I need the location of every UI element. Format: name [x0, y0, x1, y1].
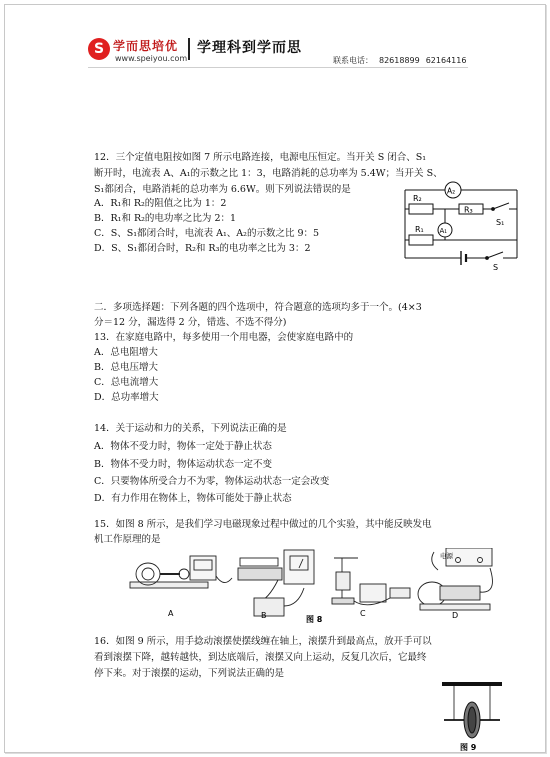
q12-option-b: B．R₁和 R₂的电功率之比为 2：1 [94, 213, 237, 224]
maxwell-pendulum-figure-9 [440, 676, 520, 752]
label-s: S [493, 263, 499, 272]
label-r3: R₃ [464, 205, 473, 215]
phone-1: 82618899 [379, 56, 420, 65]
q14-option-d: D．有力作用在物体上，物体可能处于静止状态 [94, 493, 292, 504]
contact-info [333, 55, 472, 66]
figure-9-caption: 图 9 [460, 743, 477, 752]
brand-url: www.speiyou.com [115, 54, 188, 63]
q12-line-3: S₁都闭合，电路消耗的总功率为 6.6W。则下列说法错误的是 [94, 184, 351, 195]
header-divider [188, 38, 190, 60]
q12-option-c: C．S、S₁都闭合时，电流表 A₁、A₂的示数之比 9：5 [94, 228, 320, 239]
label-s1: S₁ [496, 218, 505, 227]
experiment-a [130, 556, 232, 588]
q14-stem: 14．关于运动和力的关系，下列说法正确的是 [94, 423, 287, 434]
q14-option-b: B．物体不受力时，物体运动状态一定不变 [94, 459, 272, 470]
q13-option-a: A．总电阻增大 [94, 347, 158, 358]
section2-line-2: 分＝12 分，漏选得 2 分，错选、不选不得分) [94, 317, 287, 328]
q15-line-2: 机工作原理的是 [94, 534, 161, 545]
circuit-diagram-fig7 [395, 178, 527, 272]
brand-logo: S [88, 38, 110, 60]
figure-8-caption: 图 8 [306, 615, 323, 624]
q15-line-1: 15．如图 8 所示，是我们学习电磁现象过程中做过的几个实验，其中能反映发电 [94, 519, 432, 530]
label-b: B [261, 611, 267, 620]
experiment-d [418, 548, 492, 610]
q16-line-3: 停下来。对于滚摆的运动，下列说法正确的是 [94, 668, 285, 679]
q14-option-c: C．只要物体所受合力不为零，物体运动状态一定会改变 [94, 476, 330, 487]
label-d: D [452, 611, 459, 620]
q12-option-a: A．R₁和 R₂的阻值之比为 1：2 [94, 198, 227, 209]
label-r2: R₂ [413, 194, 422, 203]
q12-line-2: 断开时，电流表 A、A₁的示数之比 1：3，电路消耗的总功率为 5.4W；当开关 S、 [94, 168, 443, 179]
experiments-figure-8 [128, 548, 498, 624]
page-header [0, 0, 550, 80]
label-a2: A₂ [447, 186, 456, 196]
contact-label: 联系电话： [333, 56, 373, 65]
label-a1: A₁ [439, 227, 448, 235]
q16-line-1: 16．如图 9 所示，用手捻动滚摆使摆线缠在轴上，滚摆升到最高点，放开手可以 [94, 636, 432, 647]
label-c: C [360, 609, 366, 618]
q16-line-2: 看到滚摆下降，越转越快，到达底端后，滚摆又向上运动，反复几次后，它最终 [94, 652, 427, 663]
q12-option-d: D．S、S₁都闭合时，R₂和 R₃的电功率之比为 3：2 [94, 243, 311, 254]
q14-option-a: A．物体不受力时，物体一定处于静止状态 [94, 441, 272, 452]
label-r1: R₁ [415, 225, 424, 234]
q13-option-b: B．总电压增大 [94, 362, 158, 373]
q13-option-d: D．总功率增大 [94, 392, 159, 403]
q12-line-1: 12．三个定值电阻按如图 7 所示电路连接，电源电压恒定。当开关 S 闭合、S₁ [94, 152, 427, 163]
section2-line-1: 二．多项选择题：下列各题的四个选项中，符合题意的选项均多于一个。(4×3 [94, 302, 422, 313]
header-rule [88, 67, 468, 68]
brand-name: 学而思培优 [113, 39, 179, 53]
phone-2: 62164116 [425, 56, 467, 65]
power-supply-label: 电源 [440, 552, 453, 560]
label-a: A [168, 609, 174, 618]
q13-option-c: C．总电流增大 [94, 377, 159, 388]
slogan: 学理科到学而思 [197, 40, 302, 56]
experiment-b [238, 550, 314, 616]
q13-stem: 13．在家庭电路中，每多使用一个用电器，会使家庭电路中的 [94, 332, 354, 343]
experiment-c [332, 558, 410, 605]
